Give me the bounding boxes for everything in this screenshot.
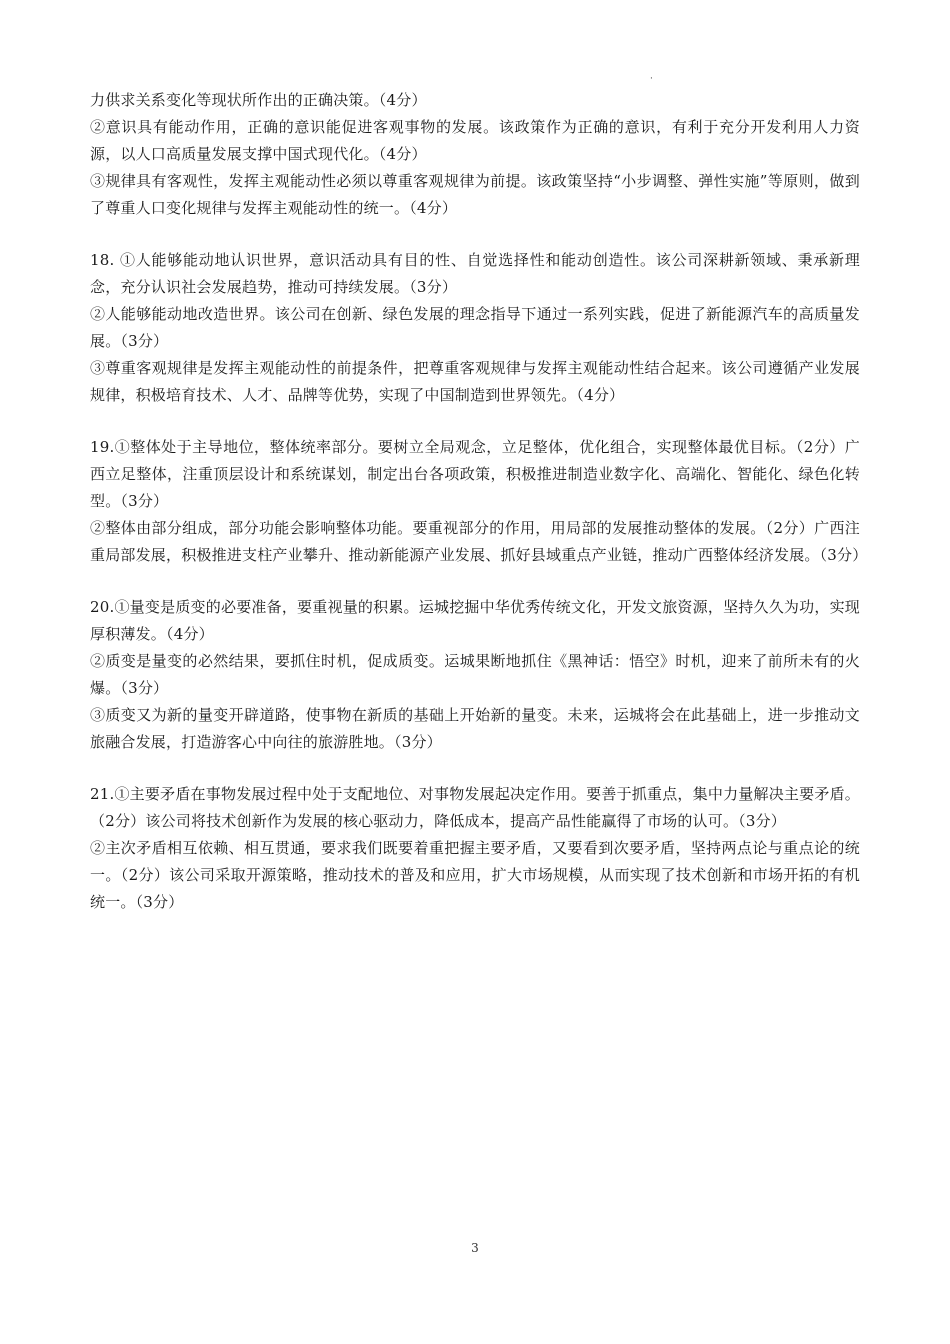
answer-paragraph: 21.①主要矛盾在事物发展过程中处于支配地位、对事物发展起决定作用。要善于抓重点，集中力量解决主要矛盾。（2分）该公司将技术创新作为发展的核心驱动力，降低成本，提高产品性能赢得了市场的认可。（3分） <box>90 785 860 830</box>
answer-paragraph: ②整体由部分组成，部分功能会影响整体功能。要重视部分的作用，用局部的发展推动整体的发展。（2分）广西注重局部发展，积极推进支柱产业攀升、推动新能源产业发展、抓好县域重点产业链，推动广西整体经济发展。（3分） <box>90 519 868 564</box>
answer-paragraph: 19.①整体处于主导地位，整体统率部分。要树立全局观念，立足整体，优化组合，实现整体最优目标。（2分）广西立足整体，注重顶层设计和系统谋划，制定出台各项政策，积极推进制造业数字化、高端化、智能化、绿色化转型。（3分） <box>90 438 860 510</box>
answer-block-18 <box>90 247 860 409</box>
answer-block-17 <box>90 87 860 222</box>
answer-paragraph: ②人能够能动地改造世界。该公司在创新、绿色发展的理念指导下通过一系列实践，促进了新能源汽车的高质量发展。（3分） <box>90 305 860 350</box>
answer-paragraph: 18. ①人能够能动地认识世界，意识活动具有目的性、自觉选择性和能动创造性。该公司深耕新领域、秉承新理念，充分认识社会发展趋势，推动可持续发展。（3分） <box>90 251 860 296</box>
answer-content <box>90 87 868 916</box>
answer-paragraph: ③尊重客观规律是发挥主观能动性的前提条件，把尊重客观规律与发挥主观能动性结合起来。该公司遵循产业发展规律，积极培育技术、人才、品牌等优势，实现了中国制造到世界领先。（4分） <box>90 359 860 404</box>
answer-paragraph: ③质变又为新的量变开辟道路，使事物在新质的基础上开始新的量变。未来，运城将会在此基础上，进一步推动文旅融合发展，打造游客心中向往的旅游胜地。（3分） <box>90 706 860 751</box>
answer-paragraph: 20.①量变是质变的必要准备，要重视量的积累。运城挖掘中华优秀传统文化，开发文旅资源，坚持久久为功，实现厚积薄发。（4分） <box>90 598 860 643</box>
answer-block-19 <box>90 434 868 569</box>
top-mark: · <box>650 74 653 84</box>
answer-paragraph: ②主次矛盾相互依赖、相互贯通，要求我们既要着重把握主要矛盾，又要看到次要矛盾，坚持两点论与重点论的统一。（2分）该公司采取开源策略，推动技术的普及和应用，扩大市场规模，从而实现了技术创新和市场开拓的有机统一。（3分） <box>90 839 860 911</box>
answer-paragraph: ③规律具有客观性，发挥主观能动性必须以尊重客观规律为前提。该政策坚持“小步调整、弹性实施”等原则，做到了尊重人口变化规律与发挥主观能动性的统一。（4分） <box>90 172 860 217</box>
answer-paragraph: 力供求关系变化等现状所作出的正确决策。（4分） <box>90 91 427 109</box>
answer-block-20 <box>90 594 860 756</box>
answer-paragraph: ②质变是量变的必然结果，要抓住时机，促成质变。运城果断地抓住《黑神话：悟空》时机，迎来了前所未有的火爆。（3分） <box>90 652 860 697</box>
answer-block-21 <box>90 781 860 916</box>
page-number: 3 <box>471 1241 479 1255</box>
answer-paragraph: ②意识具有能动作用，正确的意识能促进客观事物的发展。该政策作为正确的意识，有利于充分开发利用人力资源，以人口高质量发展支撑中国式现代化。（4分） <box>90 118 860 163</box>
